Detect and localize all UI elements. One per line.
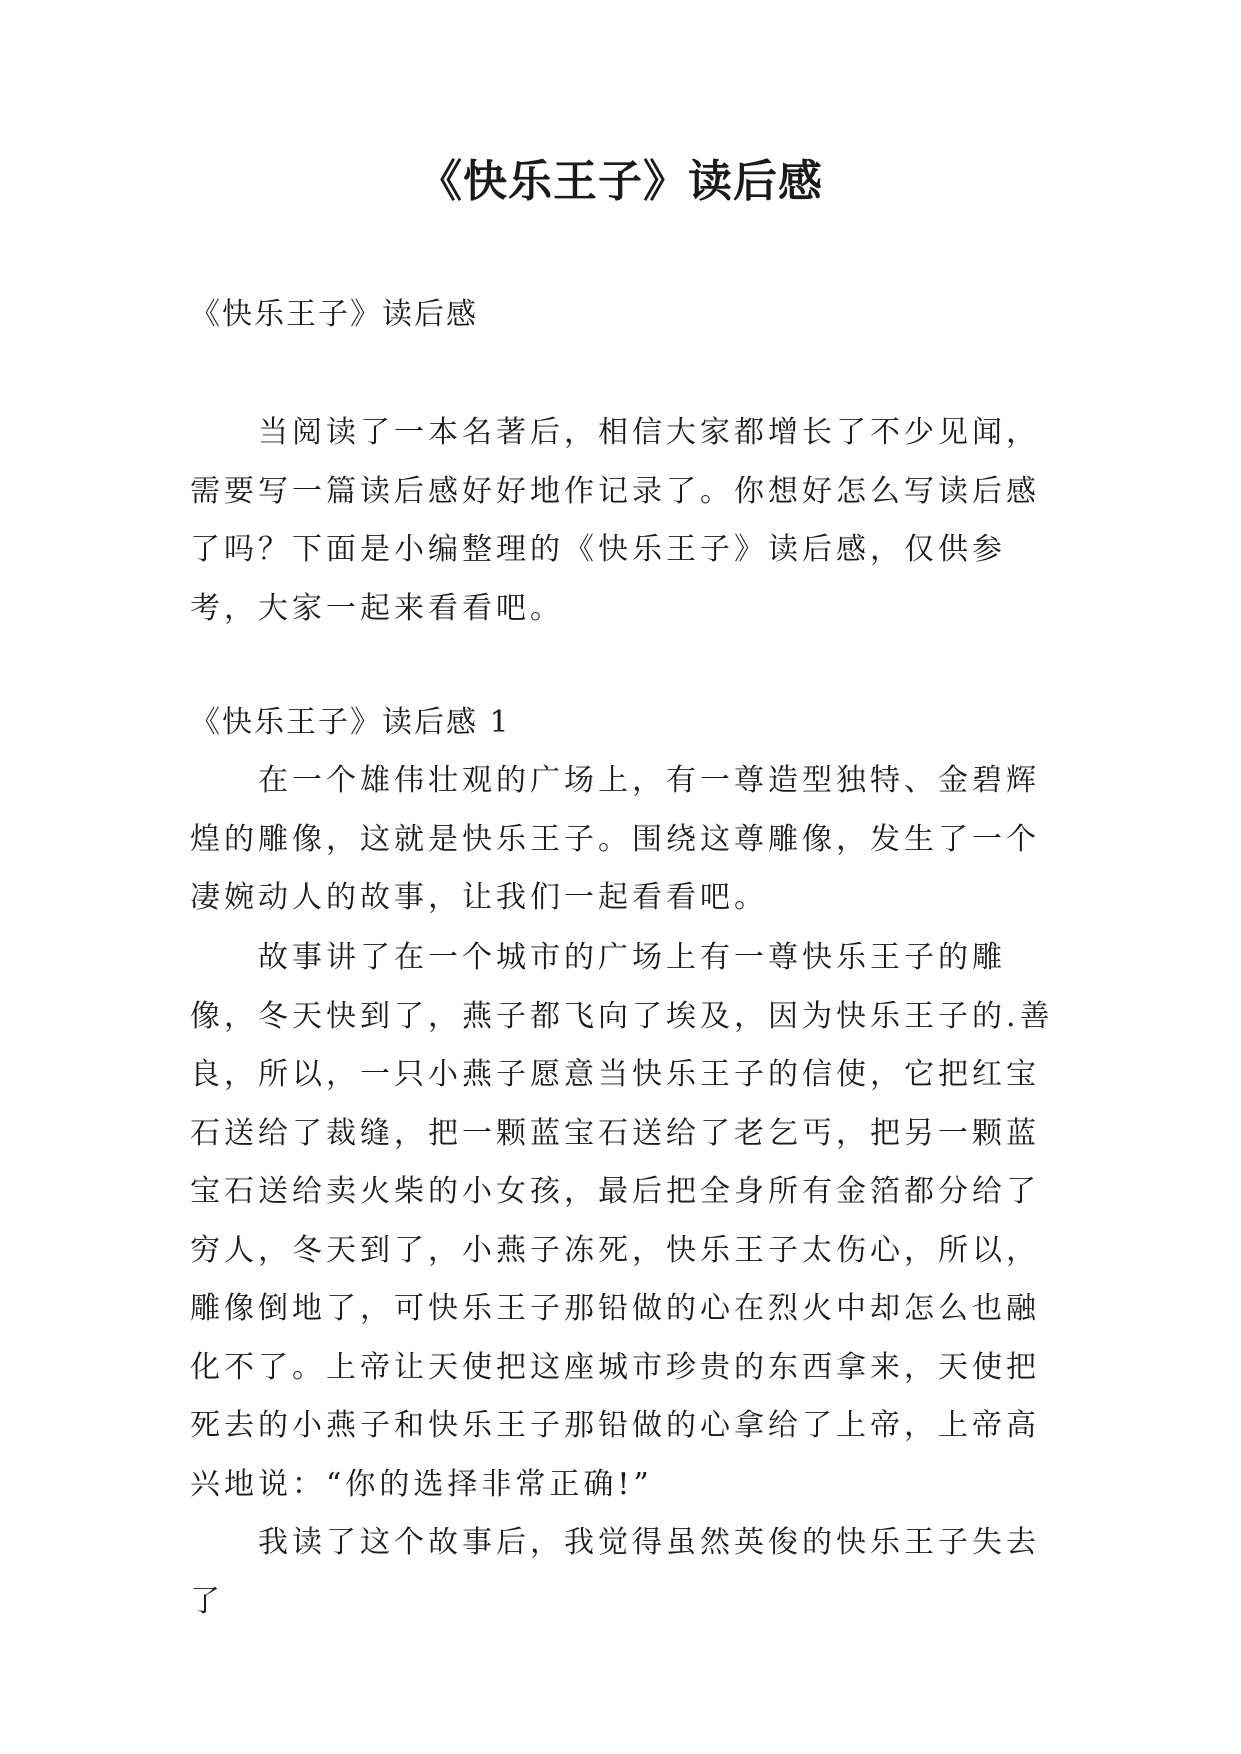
- section-heading: 《快乐王子》读后感 1: [190, 705, 511, 740]
- document-subtitle: 《快乐王子》读后感: [190, 297, 478, 332]
- intro-paragraph: 当阅读了一本名著后，相信大家都增长了不少见闻，需要写一篇读后感好好地作记录了。你想好怎么写读后感了吗？下面是小编整理的《快乐王子》读后感，仅供参考，大家一起来看看吧。: [190, 415, 1040, 626]
- body-paragraph: 我读了这个故事后，我觉得虽然英俊的快乐王子失去了: [190, 1525, 1040, 1619]
- body-paragraph: 在一个雄伟壮观的广场上，有一尊造型独特、金碧辉煌的雕像，这就是快乐王子。围绕这尊雕像，发生了一个凄婉动人的故事，让我们一起看看吧。: [190, 763, 1040, 915]
- body-paragraph: 故事讲了在一个城市的广场上有一尊快乐王子的雕像，冬天快到了，燕子都飞向了埃及，因为快乐王子的.善良，所以，一只小燕子愿意当快乐王子的信使，它把红宝石送给了裁缝，把一颗蓝宝石送给了老乞丐，把另一颗蓝宝石送给卖火柴的小女孩，最后把全身所有金箔都分给了穷人，冬天到了，小燕子冻死，快乐王子太伤心，所以，雕像倒地了，可快乐王子那铅做的心在烈火中却怎么也融化不了。上帝让天使把这座城市珍贵的东西拿来，天使把死去的小燕子和快乐王子那铅做的心拿给了上帝，上帝高兴地说：“你的选择非常正确!”: [190, 940, 1054, 1502]
- document-title: 《快乐王子》读后感: [418, 156, 823, 207]
